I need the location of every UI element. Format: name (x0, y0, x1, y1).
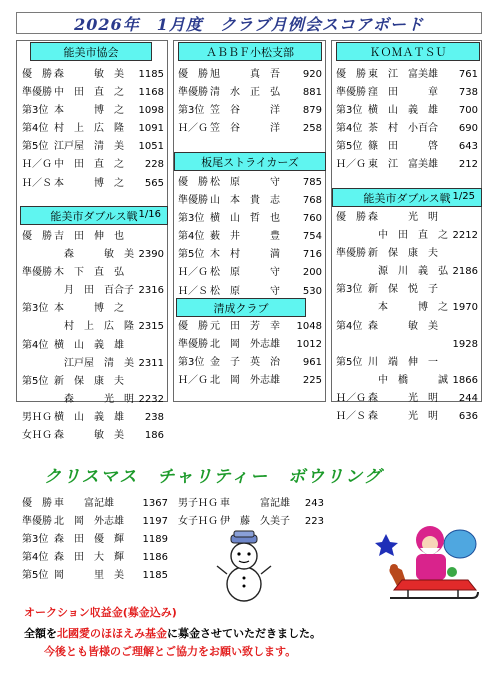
player-name: 横 山 義 雄 (54, 339, 124, 351)
result-row (22, 66, 164, 84)
result-row (178, 354, 322, 372)
section-title: 能美市ダブルス戦 (363, 191, 451, 205)
player-name: 中 橋 誠 (378, 374, 448, 386)
section-head-komatsu (336, 42, 480, 61)
player-name: 北 岡 外志雄 (54, 516, 124, 528)
result-row (178, 192, 322, 210)
player-score: 225 (302, 375, 322, 387)
result-rank: 優 勝 (336, 212, 366, 223)
player-score: 1197 (142, 516, 168, 528)
player-name: 村 上 広 隆 (54, 123, 124, 135)
player-name: 森 田 大 輝 (54, 552, 124, 564)
player-score: 785 (302, 177, 322, 188)
player-score: 565 (144, 177, 164, 189)
result-rank: 優 勝 (178, 321, 208, 332)
player-score: 2390 (138, 249, 164, 261)
result-row (178, 495, 324, 513)
auction-note-prefix: 全額を (24, 627, 57, 640)
auction-donation-note (24, 625, 321, 641)
player-name: 新 保 悦 子 (368, 284, 438, 296)
result-row (336, 102, 478, 120)
result-row (178, 174, 322, 192)
player-score: 2315 (138, 321, 164, 333)
result-row (22, 567, 168, 585)
section-head-nomi-association (30, 42, 152, 61)
result-row (336, 318, 478, 336)
result-rank: 準優勝 (336, 87, 366, 99)
player-score: 243 (304, 498, 324, 509)
section-title: 能美市ダブルス戦 (50, 209, 138, 223)
result-rank: Ｈ／Ｇ (178, 375, 208, 387)
result-row (336, 299, 478, 317)
player-name: 本 博 之 (378, 302, 448, 314)
player-name: 月 田 百合子 (64, 285, 134, 297)
section-date: 1/16 (138, 209, 161, 220)
result-row (178, 66, 322, 84)
result-rank: 第4位 (22, 123, 49, 135)
player-name: 木 村 満 (210, 249, 280, 261)
player-name: 篠 田 啓 (368, 141, 438, 153)
result-rank: 第4位 (336, 123, 363, 135)
player-score: 1866 (452, 374, 478, 386)
player-score: 2186 (452, 266, 478, 278)
result-row (22, 282, 164, 300)
result-rank: 男ＨＧ (22, 411, 52, 423)
player-score: 1185 (138, 69, 164, 80)
result-row (178, 102, 322, 120)
result-row (22, 513, 168, 531)
section-head-itao-strikers (174, 152, 326, 171)
player-name: 森 光 明 (368, 411, 438, 423)
player-name: 車 富記雄 (54, 498, 114, 509)
result-rank: 準優勝 (336, 248, 366, 260)
result-row (336, 227, 478, 245)
result-row (22, 337, 164, 355)
result-row (22, 246, 164, 264)
result-rank: 準優勝 (22, 267, 52, 279)
result-rank: 準優勝 (178, 339, 208, 351)
result-row (178, 336, 322, 354)
player-name: 北 岡 外志雄 (210, 339, 280, 351)
result-rank: 準優勝 (22, 516, 52, 528)
player-name: 松 原 守 (210, 267, 280, 279)
result-rank: 優 勝 (178, 177, 208, 188)
player-name: 元 田 芳 幸 (210, 321, 280, 332)
player-name: 森 敏 美 (54, 430, 124, 442)
player-name: 松 原 守 (210, 285, 280, 297)
auction-heading: オークション収益金(募金込み) (24, 606, 177, 619)
player-name: 伊 藤 久美子 (220, 516, 290, 528)
result-row (336, 372, 478, 390)
section-head-kiyonari-club (176, 298, 306, 317)
result-row (336, 263, 478, 281)
result-row (336, 390, 478, 408)
player-name: 森 光 明 (368, 212, 438, 223)
player-name: 中 田 直 之 (54, 159, 124, 171)
player-name: 本 博 之 (54, 177, 124, 189)
player-name: 金 子 英 治 (210, 357, 280, 369)
result-rank: 男子ＨＧ (178, 498, 218, 509)
player-score: 761 (458, 69, 478, 80)
result-row (336, 120, 478, 138)
xmas-charity-title: クリスマス チャリティー ボウリング (44, 467, 383, 487)
itao-strikers-results (178, 174, 322, 301)
player-score: 881 (302, 87, 322, 99)
result-row (22, 373, 164, 391)
result-rank: 第3位 (22, 303, 49, 315)
player-score: 754 (302, 231, 322, 243)
section-title: 板尾ストライカーズ (201, 155, 299, 169)
result-row (178, 318, 322, 336)
komatsu-results (336, 66, 478, 175)
result-row (22, 175, 164, 193)
result-rank: 第3位 (22, 534, 49, 546)
result-rank: 優 勝 (22, 498, 52, 509)
player-name: 森 光 明 (64, 393, 134, 405)
result-row (178, 372, 322, 390)
section-title: ＫＯＭＡＴＳＵ (369, 45, 447, 59)
player-name: 新 保 康 夫 (54, 375, 124, 387)
player-score: 244 (458, 392, 478, 404)
result-rank: 第3位 (178, 357, 205, 369)
result-row (22, 264, 164, 282)
result-rank: 女子ＨＧ (178, 516, 218, 528)
result-rank: 第3位 (336, 105, 363, 117)
result-rank: 第4位 (22, 339, 49, 351)
result-rank: 第5位 (22, 141, 49, 153)
player-score: 1367 (142, 498, 168, 509)
player-score: 2316 (138, 285, 164, 297)
player-name: 森 敏 美 (54, 69, 124, 80)
result-row (178, 210, 322, 228)
auction-thanks-note: 今後とも皆様のご理解とご協力をお願い致します。 (44, 645, 297, 658)
result-rank: 女ＨＧ (22, 430, 52, 442)
player-name: 東 江 富美雄 (368, 159, 438, 171)
result-row (178, 228, 322, 246)
result-rank: 第4位 (336, 320, 363, 332)
result-row (22, 427, 164, 445)
result-rank: 第3位 (178, 105, 205, 117)
player-name: 川 端 伸 一 (368, 356, 438, 368)
player-name: 北 岡 外志雄 (210, 375, 280, 387)
result-row (178, 246, 322, 264)
result-rank: Ｈ／Ｓ (178, 285, 208, 297)
player-score: 238 (144, 411, 164, 423)
player-name: 中 田 直 之 (54, 87, 124, 99)
player-score: 879 (302, 105, 322, 117)
result-rank: 準優勝 (178, 87, 208, 99)
player-name: 清 水 正 弘 (210, 87, 280, 99)
result-rank: Ｈ／Ｇ (336, 159, 366, 171)
section-date: 1/25 (452, 191, 475, 202)
xmas-results-right (178, 495, 324, 531)
player-name: 森 敏 美 (368, 320, 438, 332)
result-row (22, 355, 164, 373)
result-rank: 第5位 (22, 570, 49, 582)
result-row (178, 84, 322, 102)
section-title: 清成クラブ (213, 301, 269, 315)
nomi-doubles-1-results (22, 228, 164, 445)
player-score: 1970 (452, 302, 478, 314)
result-row (22, 549, 168, 567)
player-score: 186 (144, 430, 164, 442)
player-name: 森 敏 美 (64, 249, 134, 261)
snowman-illustration (215, 530, 273, 604)
player-score: 2232 (138, 393, 164, 405)
player-name: 江戸屋 清 美 (64, 357, 134, 369)
result-row (336, 408, 478, 426)
result-row (22, 495, 168, 513)
player-score: 1186 (142, 552, 168, 564)
result-rank: 第5位 (336, 356, 363, 368)
result-row (336, 245, 478, 263)
result-rank: Ｈ／Ｇ (336, 392, 366, 404)
player-name: 茶 村 小百合 (368, 123, 438, 135)
result-row (22, 318, 164, 336)
result-rank: 第4位 (178, 231, 205, 243)
result-rank: 第3位 (336, 284, 363, 296)
player-name: 源 川 義 弘 (378, 266, 448, 278)
result-rank: Ｈ／Ｇ (178, 123, 208, 135)
player-name: 横 山 哲 也 (210, 213, 280, 225)
player-name: 山 本 貴 志 (210, 195, 280, 207)
player-score: 716 (302, 249, 322, 261)
result-rank: 優 勝 (336, 69, 366, 80)
result-row (22, 102, 164, 120)
result-row (178, 513, 324, 531)
player-score: 2212 (452, 230, 478, 242)
player-score: 1168 (138, 87, 164, 99)
result-rank: 優 勝 (22, 69, 52, 80)
player-score: 1051 (138, 141, 164, 153)
result-rank: Ｈ／Ｇ (178, 267, 208, 279)
result-rank: 第3位 (178, 213, 205, 225)
player-score: 530 (302, 285, 322, 297)
player-score: 700 (458, 105, 478, 117)
player-name: 車 富記雄 (220, 498, 290, 509)
result-rank: Ｈ／Ｓ (336, 411, 366, 423)
player-name: 窪 田 章 (368, 87, 438, 99)
player-name: 横 山 義 雄 (54, 411, 124, 423)
section-head-nomi-doubles-2 (332, 188, 482, 207)
player-name: 横 山 義 雄 (368, 105, 438, 117)
result-row (22, 300, 164, 318)
player-score: 738 (458, 87, 478, 99)
page-title: 2026年 1月度 クラブ月例会スコアボード (16, 12, 482, 34)
player-score: 2311 (138, 357, 164, 369)
player-score: 212 (458, 159, 478, 171)
player-name: 村 上 広 隆 (64, 321, 134, 333)
player-score: 1012 (296, 339, 322, 351)
xmas-results-left (22, 495, 168, 585)
nomi-association-results (22, 66, 164, 193)
player-name: 笠 谷 洋 (210, 105, 280, 117)
player-name: 松 原 守 (210, 177, 280, 188)
result-rank: 第5位 (22, 375, 49, 387)
result-rank: 優 勝 (178, 69, 208, 80)
result-row (336, 354, 478, 372)
result-rank: 第3位 (22, 105, 49, 117)
player-score: 1928 (452, 338, 478, 350)
section-head-nomi-doubles-1 (20, 206, 168, 225)
player-name: 新 保 康 夫 (368, 248, 438, 260)
player-name: 本 博 之 (54, 303, 124, 315)
result-row (22, 84, 164, 102)
player-name: 森 田 優 輝 (54, 534, 124, 546)
player-name: 東 江 富美雄 (368, 69, 438, 80)
result-row (178, 264, 322, 282)
result-row (336, 66, 478, 84)
result-rank: Ｈ／Ｇ (22, 159, 52, 171)
player-score: 961 (302, 357, 322, 369)
auction-note-suffix: に募金させていただきました。 (167, 627, 321, 640)
result-row (22, 228, 164, 246)
abbf-komatsu-results (178, 66, 322, 138)
section-head-abbf-komatsu (178, 42, 322, 61)
result-row (22, 120, 164, 138)
result-rank: 第5位 (336, 141, 363, 153)
result-rank: 第5位 (178, 249, 205, 261)
player-score: 760 (302, 213, 322, 225)
player-name: 中 田 直 之 (378, 230, 448, 242)
result-row (178, 120, 322, 138)
player-score: 1098 (138, 105, 164, 117)
result-row (336, 156, 478, 174)
player-score: 228 (144, 159, 164, 171)
player-score: 920 (302, 69, 322, 80)
result-row (22, 138, 164, 156)
player-name: 江戸屋 清 美 (54, 141, 124, 153)
result-row (22, 531, 168, 549)
result-row (22, 409, 164, 427)
player-score: 1189 (142, 534, 168, 546)
result-row (22, 391, 164, 409)
player-score: 690 (458, 123, 478, 135)
player-score: 643 (458, 141, 478, 153)
player-score: 223 (304, 516, 324, 528)
result-row (336, 84, 478, 102)
result-rank: 優 勝 (22, 231, 52, 242)
player-score: 768 (302, 195, 322, 207)
player-name: 木 下 直 弘 (54, 267, 124, 279)
player-name: 旭 真 吾 (210, 69, 280, 80)
player-name: 吉 田 伸 也 (54, 231, 124, 242)
player-score: 1185 (142, 570, 168, 582)
player-name: 森 光 明 (368, 392, 438, 404)
player-name: 本 博 之 (54, 105, 124, 117)
section-title: ＡＢＢＦ小松支部 (206, 45, 294, 59)
player-score: 200 (302, 267, 322, 279)
result-row (336, 281, 478, 299)
result-rank: Ｈ／Ｓ (22, 177, 52, 189)
player-name: 岡 里 美 (54, 570, 124, 582)
result-row (336, 209, 478, 227)
result-rank: 第4位 (22, 552, 49, 564)
section-title: 能美市協会 (63, 45, 119, 59)
player-score: 636 (458, 411, 478, 423)
player-score: 1048 (296, 321, 322, 332)
player-name: 笠 谷 洋 (210, 123, 280, 135)
kiyonari-club-results (178, 318, 322, 390)
fund-name: 北國愛のほほえみ基金 (57, 627, 167, 640)
player-name: 薮 井 豊 (210, 231, 280, 243)
player-score: 258 (302, 123, 322, 135)
result-row (336, 138, 478, 156)
player-score: 1091 (138, 123, 164, 135)
result-rank: 準優勝 (178, 195, 208, 207)
santa-sleigh-illustration (372, 518, 482, 610)
nomi-doubles-2-results (336, 209, 478, 426)
result-row (336, 336, 478, 354)
result-row (22, 156, 164, 174)
result-rank: 準優勝 (22, 87, 52, 99)
